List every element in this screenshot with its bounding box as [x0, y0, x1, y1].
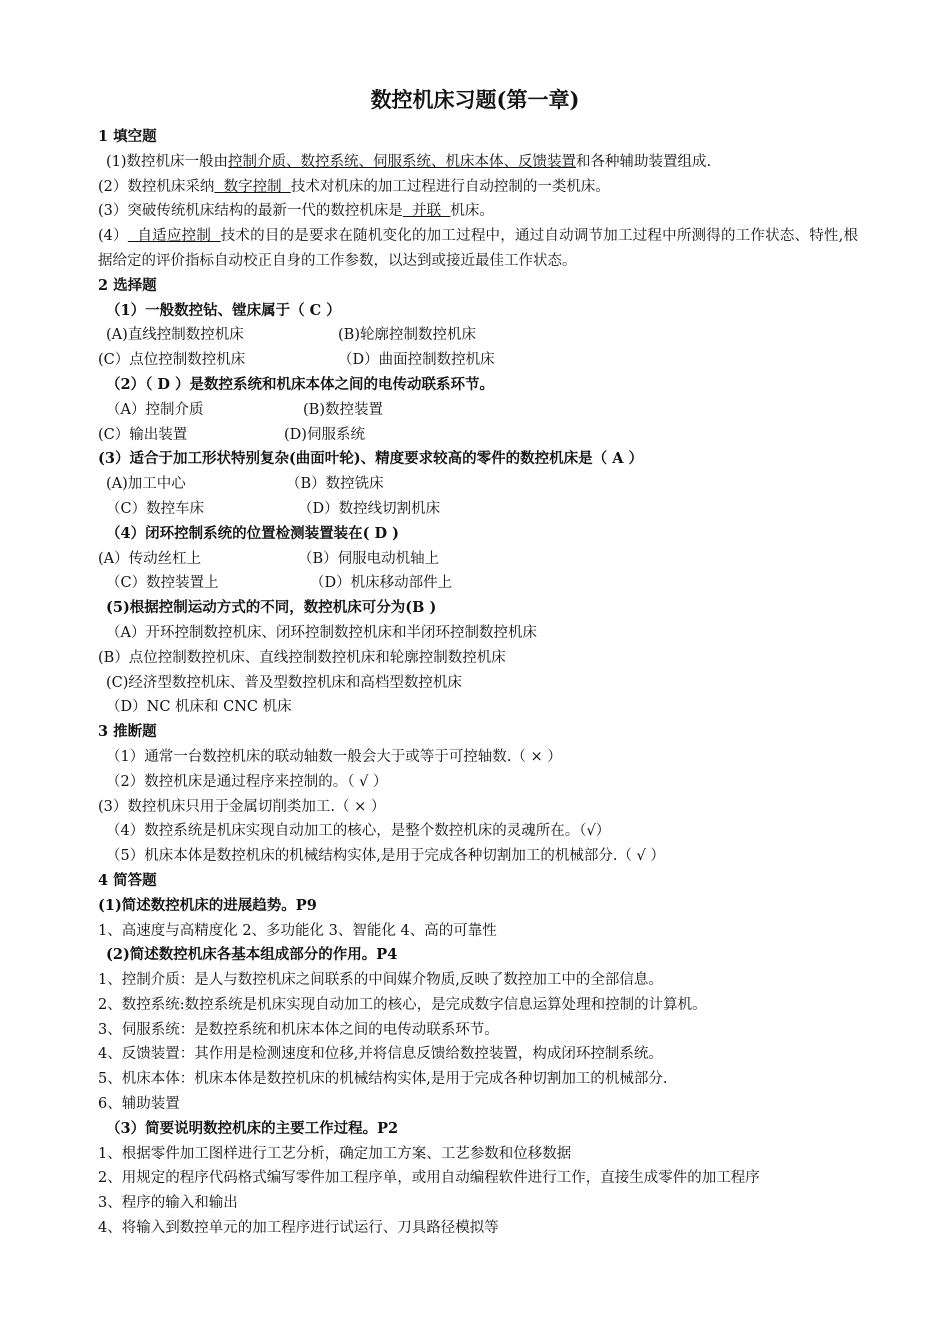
option-a: （A）开环控制数控机床、闭环控制数控机床和半闭环控制数控机床: [106, 624, 537, 641]
answer-line: 5、机床本体：机床本体是数控机床的机械结构实体,是用于完成各种切割加工的机械部分.: [98, 1071, 668, 1088]
option-b: （B）伺服电动机轴上: [298, 550, 440, 567]
answer-line: 1、根据零件加工图样进行工艺分析，确定加工方案、工艺参数和位移数据: [98, 1145, 572, 1162]
answer-line: 4、反馈装置：其作用是检测速度和位移,并将信息反馈给数控装置，构成闭环控制系统。: [98, 1046, 663, 1063]
fill-question-3: [98, 199, 858, 224]
section-heading-choice: 2 选择题: [98, 276, 157, 294]
answer-underlined: 自适应控制: [127, 228, 221, 245]
choice-question-3: (3）适合于加工形状特别复杂(曲面叶轮)、精度要求较高的零件的数控机床是（ A ）: [98, 450, 644, 468]
choice-question-1: （1）一般数控钻、镗床属于（ C ）: [106, 301, 341, 319]
option-c: (C）输出装置: [98, 426, 188, 443]
answer-line: 1、高速度与高精度化 2、多功能化 3、智能化 4、高的可靠性: [98, 922, 497, 939]
option-c: （C）数控装置上: [106, 575, 219, 592]
answer-underlined: 并联: [402, 203, 451, 220]
judge-question-4: （4）数控系统是机床实现自动加工的核心，是整个数控机床的灵魂所在。（√）: [106, 823, 611, 840]
section-heading-short-answer: 4 简答题: [98, 871, 157, 889]
section-heading-judgement: 3 推断题: [98, 723, 157, 741]
judge-question-5: （5）机床本体是数控机床的机械结构实体,是用于完成各种切割加工的机械部分.（ √ ）: [106, 848, 665, 865]
choice-options-row: [98, 348, 858, 373]
option-a: （A）控制介质: [106, 401, 204, 418]
choice-question-2: （2）（ D ）是数控系统和机床本体之间的电传动联系环节。: [106, 375, 495, 393]
option-c: (C)经济型数控机床、普及型数控机床和高档型数控机床: [106, 674, 462, 691]
answer-line: 4、将输入到数控单元的加工程序进行试运行、刀具路径模拟等: [98, 1220, 499, 1237]
choice-options-row: [98, 472, 858, 497]
choice-options-row: [98, 323, 858, 348]
short-question-3: （3）简要说明数控机床的主要工作过程。P2: [106, 1119, 399, 1137]
question-text: (2）数控机床采纳: [98, 178, 215, 195]
fill-question-2: [98, 175, 858, 200]
question-text: 技术对机床的加工过程进行自动控制的一类机床。: [290, 178, 610, 195]
option-d: （D）曲面控制数控机床: [338, 352, 495, 369]
option-d: （D）NC 机床和 CNC 机床: [106, 699, 292, 716]
choice-question-5: (5)根据控制运动方式的不同，数控机床可分为(B ): [106, 599, 437, 617]
answer-line: 6、辅助装置: [98, 1096, 180, 1113]
option-b: (B)轮廓控制数控机床: [338, 327, 476, 344]
page-title: 数控机床习题(第一章): [370, 87, 580, 112]
judge-question-1: （1）通常一台数控机床的联动轴数一般会大于或等于可控轴数.（ × ）: [106, 748, 562, 765]
document-body: [98, 125, 858, 1241]
choice-options-row: [98, 423, 858, 448]
choice-question-4: （4）闭环控制系统的位置检测装置装在( D ): [106, 524, 399, 542]
question-text: 和各种辅助装置组成.: [576, 153, 712, 170]
choice-options-row: [98, 547, 858, 572]
judge-question-3: (3）数控机床只用于金属切削类加工.（ × ）: [98, 798, 386, 815]
option-c: (C）点位控制数控机床: [98, 352, 246, 369]
answer-line: 3、伺服系统：是数控系统和机床本体之间的电传动联系环节。: [98, 1021, 499, 1038]
choice-options-row: [98, 571, 858, 596]
option-a: (A)直线控制数控机床: [106, 327, 244, 344]
option-a: (A）传动丝杠上: [98, 550, 202, 567]
option-c: （C）数控车床: [106, 500, 205, 517]
answer-underlined: 控制介质、数控系统、伺服系统、机床本体、反馈装置: [228, 153, 577, 170]
short-question-2: (2)简述数控机床各基本组成部分的作用。P4: [106, 946, 398, 964]
answer-underlined: 数字控制: [214, 178, 291, 195]
choice-options-row: [98, 497, 858, 522]
short-question-1: (1)简述数控机床的进展趋势。P9: [98, 896, 317, 914]
answer-line: 3、程序的输入和输出: [98, 1195, 238, 1212]
option-d: （D）数控线切割机床: [298, 500, 441, 517]
answer-line: 1、控制介质：是人与数控机床之间联系的中间媒介物质,反映了数控加工中的全部信息。: [98, 972, 663, 989]
section-heading-fill-in: 1 填空题: [98, 128, 157, 145]
question-text: 技术的目的是要求在随机变化的加工过程中，通过自动调节加工过程中所测得的工作状态、特性,根据给定的评价指标自动校正自身的工作参数，以达到或接近最佳工作状态。: [98, 228, 858, 269]
question-text: 机床。: [450, 203, 494, 220]
option-d: （D）机床移动部件上: [310, 575, 453, 592]
fill-question-4: [98, 224, 858, 274]
option-b: （B）数控铣床: [286, 476, 384, 493]
question-text: (3）突破传统机床结构的最新一代的数控机床是: [98, 203, 403, 220]
question-text: (1)数控机床一般由: [106, 153, 229, 170]
answer-line: 2、用规定的程序代码格式编写零件加工程序单，或用自动编程软件进行工作，直接生成零件的加工程序: [98, 1170, 760, 1187]
judge-question-2: （2）数控机床是通过程序来控制的。（ √ ）: [106, 773, 388, 790]
choice-options-row: [98, 398, 858, 423]
option-a: (A)加工中心: [106, 476, 186, 493]
option-b: (B)数控装置: [303, 401, 383, 418]
option-d: (D)伺服系统: [284, 426, 365, 443]
question-text: (4）: [98, 228, 128, 245]
fill-question-1: [98, 150, 858, 175]
option-b: (B）点位控制数控机床、直线控制数控机床和轮廓控制数控机床: [98, 649, 506, 666]
answer-line: 2、数控系统:数控系统是机床实现自动加工的核心，是完成数字信息运算处理和控制的计算机。: [98, 996, 707, 1013]
